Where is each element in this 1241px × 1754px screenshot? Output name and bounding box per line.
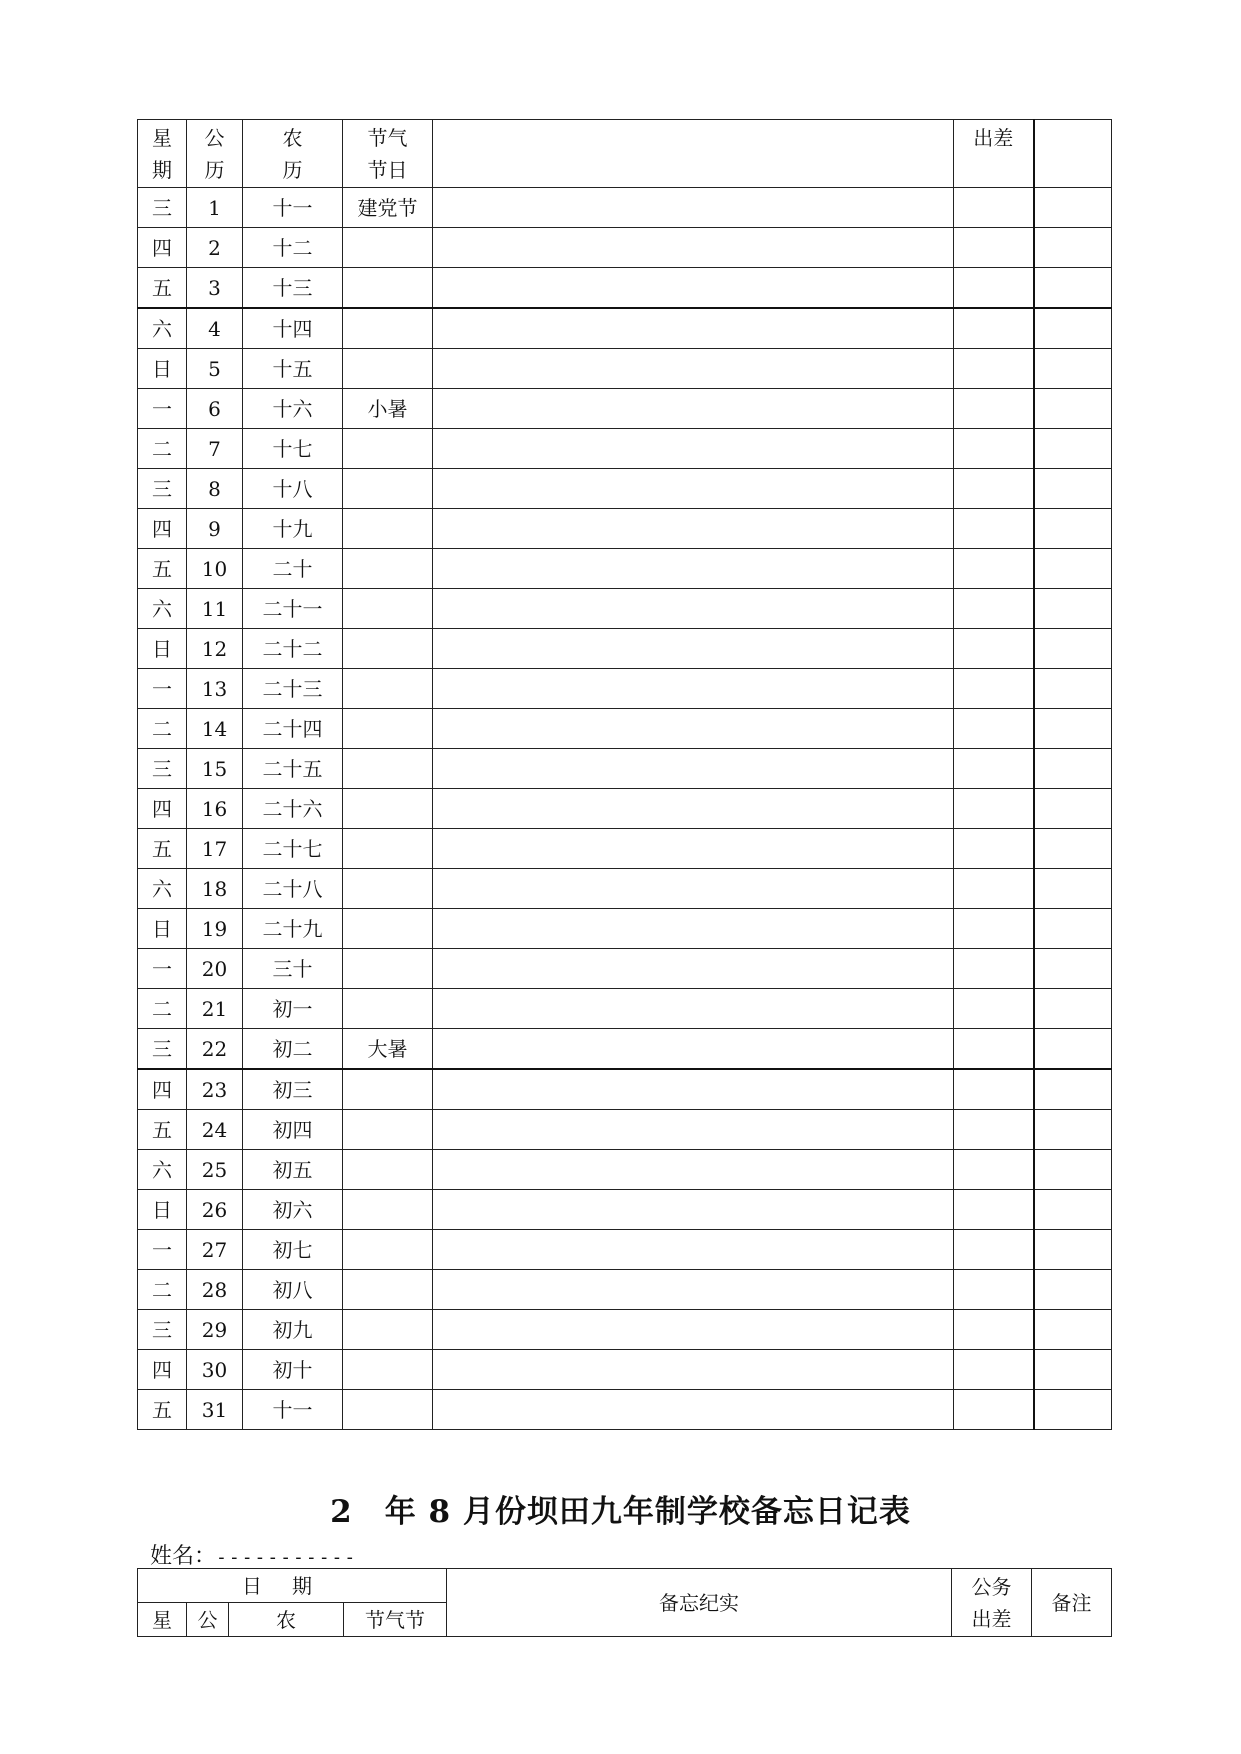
header-week: 星 (138, 1603, 187, 1637)
week-cell: 五 (138, 829, 187, 869)
header-festival: 节气 节日 (343, 120, 433, 188)
lunar-day-cell: 二十 (243, 549, 343, 589)
week-cell: 三 (138, 469, 187, 509)
lunar-day-cell: 初二 (243, 1029, 343, 1070)
business-trip-cell[interactable] (954, 1310, 1034, 1350)
week-cell: 一 (138, 389, 187, 429)
table-row (138, 1029, 1112, 1070)
remarks-cell[interactable] (1034, 909, 1112, 949)
table-row (138, 1069, 1112, 1110)
lunar-day-cell: 三十 (243, 949, 343, 989)
remarks-cell[interactable] (1034, 1390, 1112, 1430)
table-row (138, 308, 1112, 349)
table-row (138, 1110, 1112, 1150)
memo-cell[interactable] (433, 869, 954, 909)
table-row (138, 749, 1112, 789)
week-cell: 四 (138, 1350, 187, 1390)
solar-day-cell: 10 (187, 549, 243, 589)
lunar-day-cell: 十一 (243, 1390, 343, 1430)
remarks-cell[interactable] (1034, 709, 1112, 749)
business-trip-cell[interactable] (954, 549, 1034, 589)
remarks-cell[interactable] (1034, 1150, 1112, 1190)
solar-day-cell: 21 (187, 989, 243, 1029)
memo-cell[interactable] (433, 989, 954, 1029)
solar-day-cell: 12 (187, 629, 243, 669)
week-cell: 六 (138, 308, 187, 349)
lunar-day-cell: 二十八 (243, 869, 343, 909)
lunar-day-cell: 十六 (243, 389, 343, 429)
solar-day-cell: 8 (187, 469, 243, 509)
remarks-cell[interactable] (1034, 749, 1112, 789)
festival-cell (343, 749, 433, 789)
memo-cell[interactable] (433, 349, 954, 389)
table-row (138, 389, 1112, 429)
solar-day-cell: 14 (187, 709, 243, 749)
table-row (138, 789, 1112, 829)
table-row (138, 669, 1112, 709)
week-cell: 二 (138, 1270, 187, 1310)
memo-cell[interactable] (433, 509, 954, 549)
solar-day-cell: 19 (187, 909, 243, 949)
lunar-day-cell: 初九 (243, 1310, 343, 1350)
solar-day-cell: 13 (187, 669, 243, 709)
week-cell: 二 (138, 429, 187, 469)
remarks-cell[interactable] (1034, 589, 1112, 629)
lunar-day-cell: 二十四 (243, 709, 343, 749)
solar-day-cell: 16 (187, 789, 243, 829)
week-cell: 五 (138, 549, 187, 589)
lunar-day-cell: 二十三 (243, 669, 343, 709)
business-trip-cell[interactable] (954, 308, 1034, 349)
solar-day-cell: 29 (187, 1310, 243, 1350)
festival-cell (343, 1150, 433, 1190)
festival-cell (343, 949, 433, 989)
remarks-cell[interactable] (1034, 1110, 1112, 1150)
week-cell: 日 (138, 349, 187, 389)
memo-cell[interactable] (433, 1270, 954, 1310)
festival-cell (343, 1190, 433, 1230)
remarks-cell[interactable] (1034, 1069, 1112, 1110)
solar-day-cell: 17 (187, 829, 243, 869)
remarks-cell[interactable] (1034, 469, 1112, 509)
table-row (138, 1390, 1112, 1430)
lunar-day-cell: 初五 (243, 1150, 343, 1190)
business-trip-cell[interactable] (954, 1150, 1034, 1190)
solar-day-cell: 4 (187, 308, 243, 349)
memo-cell[interactable] (433, 1110, 954, 1150)
table-row (138, 989, 1112, 1029)
business-trip-cell[interactable] (954, 469, 1034, 509)
table-row (138, 349, 1112, 389)
business-trip-cell[interactable] (954, 749, 1034, 789)
solar-day-cell: 9 (187, 509, 243, 549)
table-row (138, 909, 1112, 949)
lunar-day-cell: 十九 (243, 509, 343, 549)
lunar-day-cell: 二十一 (243, 589, 343, 629)
festival-cell: 建党节 (343, 188, 433, 228)
week-cell: 二 (138, 709, 187, 749)
memo-cell[interactable] (433, 549, 954, 589)
lunar-day-cell: 十二 (243, 228, 343, 268)
solar-day-cell: 5 (187, 349, 243, 389)
table-row (138, 589, 1112, 629)
table-row (138, 549, 1112, 589)
solar-day-cell: 28 (187, 1270, 243, 1310)
remarks-cell[interactable] (1034, 789, 1112, 829)
name-blank[interactable]: ----------- (216, 1547, 358, 1568)
table-row (138, 629, 1112, 669)
remarks-cell[interactable] (1034, 1310, 1112, 1350)
business-trip-cell[interactable] (954, 509, 1034, 549)
week-cell: 一 (138, 1230, 187, 1270)
remarks-cell[interactable] (1034, 509, 1112, 549)
page-title: 2 年 8 月份坝田九年制学校备忘日记表 (330, 1494, 911, 1530)
header-row-top (138, 1569, 1112, 1603)
header-lunar: 农 (229, 1603, 344, 1637)
header-business-trip: 出差 (954, 120, 1034, 188)
business-trip-cell[interactable] (954, 829, 1034, 869)
festival-cell (343, 1069, 433, 1110)
week-cell: 四 (138, 509, 187, 549)
business-trip-cell[interactable] (954, 268, 1034, 309)
table-row (138, 509, 1112, 549)
header-festival: 节气节 (344, 1603, 447, 1637)
table-row (138, 829, 1112, 869)
solar-day-cell: 11 (187, 589, 243, 629)
solar-day-cell: 24 (187, 1110, 243, 1150)
lunar-day-cell: 初七 (243, 1230, 343, 1270)
festival-cell: 小暑 (343, 389, 433, 429)
header-remarks: 备注 (1032, 1569, 1112, 1637)
memo-cell[interactable] (433, 228, 954, 268)
memo-cell[interactable] (433, 1150, 954, 1190)
lunar-day-cell: 十三 (243, 268, 343, 309)
week-cell: 三 (138, 749, 187, 789)
festival-cell (343, 429, 433, 469)
business-trip-cell[interactable] (954, 1390, 1034, 1430)
table-row (138, 869, 1112, 909)
lunar-day-cell: 初十 (243, 1350, 343, 1390)
table-row (138, 949, 1112, 989)
solar-day-cell: 26 (187, 1190, 243, 1230)
remarks-cell[interactable] (1034, 1230, 1112, 1270)
table-row (138, 1150, 1112, 1190)
week-cell: 三 (138, 1029, 187, 1070)
festival-cell (343, 228, 433, 268)
lunar-day-cell: 初一 (243, 989, 343, 1029)
remarks-cell[interactable] (1034, 949, 1112, 989)
week-cell: 三 (138, 1310, 187, 1350)
memo-cell[interactable] (433, 429, 954, 469)
solar-day-cell: 7 (187, 429, 243, 469)
header-solar: 公 历 (187, 120, 243, 188)
festival-cell (343, 829, 433, 869)
solar-day-cell: 23 (187, 1069, 243, 1110)
table-row (138, 469, 1112, 509)
august-memo-table-header (137, 1568, 1112, 1637)
festival-cell (343, 308, 433, 349)
week-cell: 日 (138, 909, 187, 949)
business-trip-cell[interactable] (954, 188, 1034, 228)
lunar-day-cell: 二十五 (243, 749, 343, 789)
business-trip-cell[interactable] (954, 869, 1034, 909)
remarks-cell[interactable] (1034, 228, 1112, 268)
week-cell: 四 (138, 228, 187, 268)
lunar-day-cell: 初四 (243, 1110, 343, 1150)
header-memo (433, 120, 954, 188)
business-trip-cell[interactable] (954, 429, 1034, 469)
header-date: 日期 (138, 1569, 447, 1603)
lunar-day-cell: 初三 (243, 1069, 343, 1110)
business-trip-cell[interactable] (954, 349, 1034, 389)
business-trip-cell[interactable] (954, 989, 1034, 1029)
lunar-day-cell: 二十九 (243, 909, 343, 949)
remarks-cell[interactable] (1034, 629, 1112, 669)
memo-cell[interactable] (433, 909, 954, 949)
festival-cell (343, 989, 433, 1029)
memo-cell[interactable] (433, 1029, 954, 1070)
header-week: 星 期 (138, 120, 187, 188)
remarks-cell[interactable] (1034, 429, 1112, 469)
business-trip-cell[interactable] (954, 709, 1034, 749)
table-row (138, 1190, 1112, 1230)
week-cell: 四 (138, 1069, 187, 1110)
remarks-cell[interactable] (1034, 389, 1112, 429)
business-trip-cell[interactable] (954, 1270, 1034, 1310)
memo-cell[interactable] (433, 669, 954, 709)
business-trip-cell[interactable] (954, 1190, 1034, 1230)
memo-cell[interactable] (433, 1350, 954, 1390)
memo-cell[interactable] (433, 1190, 954, 1230)
memo-cell[interactable] (433, 829, 954, 869)
festival-cell (343, 709, 433, 749)
remarks-cell[interactable] (1034, 1190, 1112, 1230)
memo-cell[interactable] (433, 1390, 954, 1430)
memo-cell[interactable] (433, 1230, 954, 1270)
week-cell: 六 (138, 589, 187, 629)
memo-cell[interactable] (433, 469, 954, 509)
business-trip-cell[interactable] (954, 1230, 1034, 1270)
table-row (138, 1350, 1112, 1390)
lunar-day-cell: 十五 (243, 349, 343, 389)
memo-cell[interactable] (433, 949, 954, 989)
table-row (138, 1310, 1112, 1350)
festival-cell (343, 629, 433, 669)
solar-day-cell: 6 (187, 389, 243, 429)
festival-cell (343, 1310, 433, 1350)
business-trip-cell[interactable] (954, 589, 1034, 629)
festival-cell (343, 349, 433, 389)
festival-cell (343, 789, 433, 829)
festival-cell (343, 469, 433, 509)
business-trip-cell[interactable] (954, 228, 1034, 268)
table-row (138, 1230, 1112, 1270)
lunar-day-cell: 二十二 (243, 629, 343, 669)
solar-day-cell: 1 (187, 188, 243, 228)
festival-cell (343, 509, 433, 549)
header-business-trip: 公务 出差 (952, 1569, 1032, 1637)
memo-cell[interactable] (433, 268, 954, 309)
memo-cell[interactable] (433, 629, 954, 669)
solar-day-cell: 18 (187, 869, 243, 909)
memo-cell[interactable] (433, 709, 954, 749)
header-solar: 公 (187, 1603, 229, 1637)
business-trip-cell[interactable] (954, 789, 1034, 829)
memo-cell[interactable] (433, 308, 954, 349)
lunar-day-cell: 十八 (243, 469, 343, 509)
remarks-cell[interactable] (1034, 989, 1112, 1029)
lunar-day-cell: 二十六 (243, 789, 343, 829)
week-cell: 五 (138, 1390, 187, 1430)
week-cell: 五 (138, 1110, 187, 1150)
lunar-day-cell: 十四 (243, 308, 343, 349)
festival-cell (343, 1230, 433, 1270)
july-memo-table (137, 119, 1112, 1430)
header-memo: 备忘纪实 (447, 1569, 952, 1637)
table-row (138, 188, 1112, 228)
remarks-cell[interactable] (1034, 549, 1112, 589)
festival-cell: 大暑 (343, 1029, 433, 1070)
memo-cell[interactable] (433, 589, 954, 629)
week-cell: 一 (138, 669, 187, 709)
festival-cell (343, 1350, 433, 1390)
remarks-cell[interactable] (1034, 1270, 1112, 1310)
remarks-cell[interactable] (1034, 1029, 1112, 1070)
lunar-day-cell: 二十七 (243, 829, 343, 869)
festival-cell (343, 1110, 433, 1150)
week-cell: 三 (138, 188, 187, 228)
week-cell: 日 (138, 1190, 187, 1230)
table-row (138, 1270, 1112, 1310)
business-trip-cell[interactable] (954, 909, 1034, 949)
table-header-row (138, 120, 1112, 188)
solar-day-cell: 2 (187, 228, 243, 268)
memo-cell[interactable] (433, 1310, 954, 1350)
table-row (138, 429, 1112, 469)
name-label: 姓名： (150, 1544, 217, 1569)
week-cell: 日 (138, 629, 187, 669)
solar-day-cell: 31 (187, 1390, 243, 1430)
remarks-cell[interactable] (1034, 268, 1112, 309)
memo-cell[interactable] (433, 789, 954, 829)
lunar-day-cell: 十一 (243, 188, 343, 228)
festival-cell (343, 268, 433, 309)
festival-cell (343, 1390, 433, 1430)
week-cell: 一 (138, 949, 187, 989)
remarks-cell[interactable] (1034, 669, 1112, 709)
festival-cell (343, 869, 433, 909)
festival-cell (343, 669, 433, 709)
business-trip-cell[interactable] (954, 389, 1034, 429)
festival-cell (343, 549, 433, 589)
business-trip-cell[interactable] (954, 629, 1034, 669)
memo-cell[interactable] (433, 389, 954, 429)
lunar-day-cell: 十七 (243, 429, 343, 469)
name-field (150, 1539, 357, 1570)
week-cell: 六 (138, 869, 187, 909)
header-remarks (1034, 120, 1112, 188)
solar-day-cell: 25 (187, 1150, 243, 1190)
solar-day-cell: 3 (187, 268, 243, 309)
solar-day-cell: 20 (187, 949, 243, 989)
business-trip-cell[interactable] (954, 1350, 1034, 1390)
remarks-cell[interactable] (1034, 869, 1112, 909)
solar-day-cell: 30 (187, 1350, 243, 1390)
festival-cell (343, 1270, 433, 1310)
solar-day-cell: 27 (187, 1230, 243, 1270)
business-trip-cell[interactable] (954, 1069, 1034, 1110)
remarks-cell[interactable] (1034, 308, 1112, 349)
remarks-cell[interactable] (1034, 1350, 1112, 1390)
table-row (138, 709, 1112, 749)
week-cell: 六 (138, 1150, 187, 1190)
header-lunar: 农 历 (243, 120, 343, 188)
festival-cell (343, 909, 433, 949)
week-cell: 二 (138, 989, 187, 1029)
table-row (138, 228, 1112, 268)
remarks-cell[interactable] (1034, 349, 1112, 389)
week-cell: 五 (138, 268, 187, 309)
remarks-cell[interactable] (1034, 829, 1112, 869)
lunar-day-cell: 初八 (243, 1270, 343, 1310)
business-trip-cell[interactable] (954, 949, 1034, 989)
remarks-cell[interactable] (1034, 188, 1112, 228)
week-cell: 四 (138, 789, 187, 829)
business-trip-cell[interactable] (954, 669, 1034, 709)
business-trip-cell[interactable] (954, 1110, 1034, 1150)
festival-cell (343, 589, 433, 629)
solar-day-cell: 22 (187, 1029, 243, 1070)
lunar-day-cell: 初六 (243, 1190, 343, 1230)
memo-cell[interactable] (433, 749, 954, 789)
table-row (138, 268, 1112, 309)
solar-day-cell: 15 (187, 749, 243, 789)
business-trip-cell[interactable] (954, 1029, 1034, 1070)
memo-cell[interactable] (433, 1069, 954, 1110)
memo-cell[interactable] (433, 188, 954, 228)
